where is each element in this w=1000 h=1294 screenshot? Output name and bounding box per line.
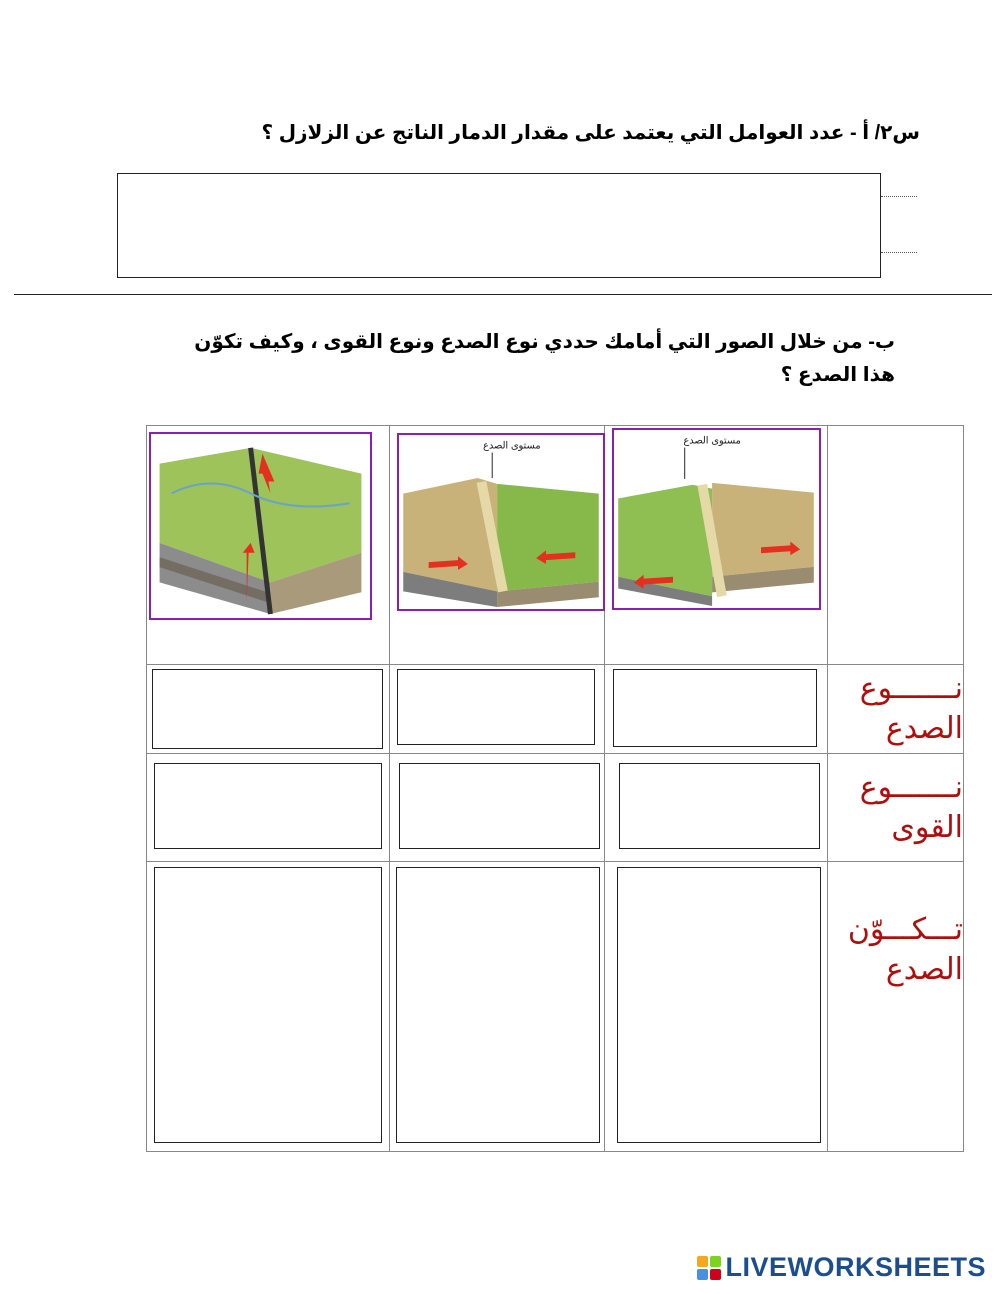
fault-plane-label: مستوى الصدع [482, 440, 541, 452]
fault-block-illustration [399, 435, 603, 609]
fault-image-strike-slip [149, 432, 372, 620]
answer-box-fault-type-2[interactable] [397, 669, 595, 745]
fault-image-normal [612, 428, 821, 610]
liveworksheets-logo [697, 1252, 986, 1283]
answer-box-force-type-2[interactable] [399, 763, 600, 849]
row-label-formation [828, 862, 964, 1152]
row-label-line-2: القوى [891, 810, 963, 844]
section-divider [14, 294, 992, 295]
dotted-line-1 [881, 196, 917, 197]
image-cell-empty [828, 426, 964, 665]
answer-box-q1[interactable] [117, 173, 881, 278]
image-row [147, 426, 964, 665]
row-label-line-1: تـــكـــوّن [847, 913, 963, 946]
question-1-text: س٢/ أ - عدد العوامل التي يعتمد على مقدار الدمار الناتج عن الزلازل ؟ [261, 122, 920, 144]
question-2-line-1: ب- من خلال الصور التي أمامك حددي نوع الصدع ونوع القوى ، وكيف تكوّن [194, 331, 895, 353]
fault-table [146, 425, 964, 1152]
image-cell-1 [147, 426, 390, 665]
row-label-line-2: الصدع [885, 953, 963, 986]
image-cell-2 [389, 426, 605, 665]
liveworksheets-logo-icon [697, 1256, 721, 1280]
answer-box-force-type-3[interactable] [619, 763, 820, 849]
svg-text:مستوى الصدع: مستوى الصدع [683, 435, 742, 447]
row-fault-type [147, 665, 964, 754]
fault-block-illustration [151, 434, 370, 618]
row-label-line-1: نـــــــوع [859, 770, 963, 804]
answer-box-fault-type-1[interactable] [152, 669, 383, 749]
row-label-line-2: الصدع [885, 712, 963, 745]
question-2-line-2: هذا الصدع ؟ [780, 364, 895, 386]
answer-box-fault-type-3[interactable] [613, 669, 817, 747]
row-fault-formation [147, 862, 964, 1152]
row-label-fault-type [828, 665, 964, 754]
dotted-line-2 [881, 252, 917, 253]
answer-box-formation-2[interactable] [396, 867, 600, 1143]
answer-box-force-type-1[interactable] [154, 763, 382, 849]
fault-image-reverse [397, 433, 605, 611]
fault-block-illustration [614, 430, 819, 608]
answer-box-formation-1[interactable] [154, 867, 382, 1143]
row-label-line-1: نـــــــوع [859, 672, 963, 705]
image-cell-3 [605, 426, 828, 665]
row-force-type [147, 754, 964, 862]
liveworksheets-logo-text: LIVEWORKSHEETS [725, 1252, 986, 1282]
question-2-text [135, 326, 895, 392]
row-label-force-type [828, 754, 964, 862]
answer-box-formation-3[interactable] [617, 867, 821, 1143]
